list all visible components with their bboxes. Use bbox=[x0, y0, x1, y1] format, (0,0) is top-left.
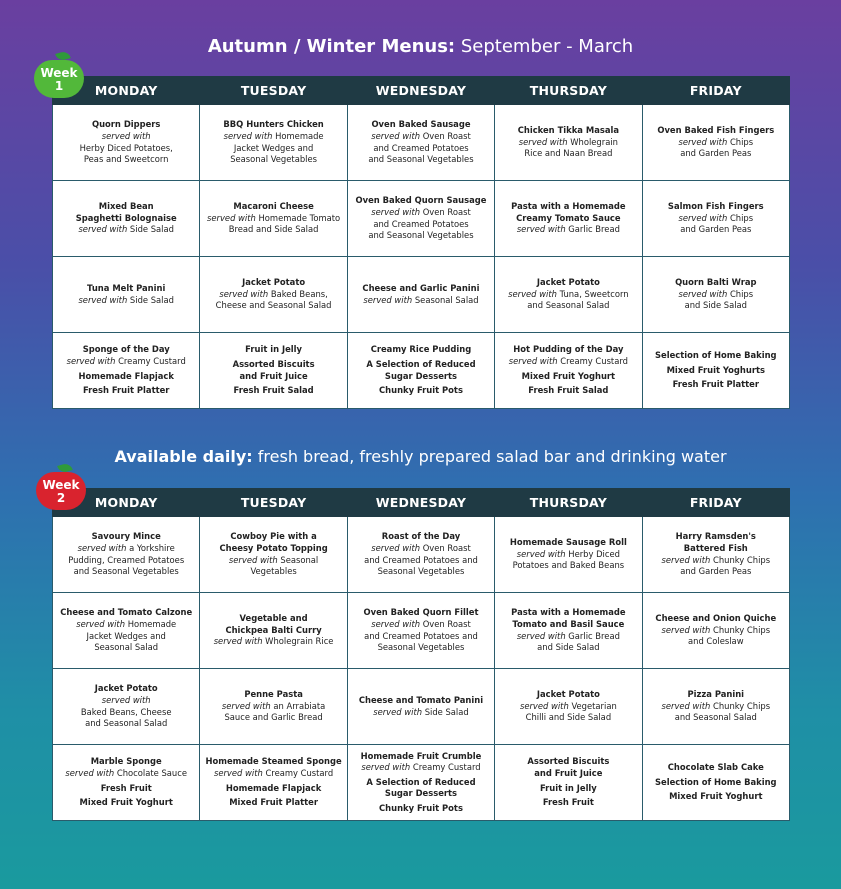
menu-line: Sugar Desserts bbox=[384, 788, 458, 799]
menu-line: BBQ Hunters Chicken bbox=[223, 119, 324, 130]
menu-line: Baked Beans, Cheese bbox=[80, 706, 172, 717]
menu-line: A Selection of Reduced bbox=[366, 358, 476, 369]
served-with-detail: Oven Roast bbox=[420, 542, 471, 553]
served-with-label: served with bbox=[519, 700, 569, 711]
menu-line: Oven Baked Fish Fingers bbox=[657, 125, 775, 136]
menu-line: Quorn Dippers bbox=[91, 119, 161, 130]
served-with-label: served with bbox=[518, 136, 568, 147]
menu-line: Chunky Fruit Pots bbox=[379, 385, 463, 396]
menu-cell-thursday bbox=[495, 745, 642, 821]
served-with-label: served with bbox=[508, 288, 557, 299]
served-with-label: served with bbox=[661, 554, 711, 565]
served-with-detail: Creamy Custard bbox=[557, 355, 628, 366]
menu-line bbox=[647, 555, 785, 567]
menu-cell-wednesday bbox=[347, 105, 494, 181]
menu-cell-thursday bbox=[495, 105, 642, 181]
day-header-monday: MONDAY bbox=[53, 489, 200, 517]
day-header-wednesday: WEDNESDAY bbox=[347, 77, 494, 105]
menu-cell-tuesday bbox=[200, 593, 347, 669]
menu-title bbox=[0, 36, 841, 57]
menu-line: served with bbox=[101, 694, 151, 705]
served-with-detail: Side Salad bbox=[422, 706, 469, 717]
menu-line: Chilli and Side Salad bbox=[525, 712, 612, 723]
menu-cell-tuesday bbox=[200, 517, 347, 593]
menu-line: Fresh Fruit bbox=[100, 782, 152, 793]
menu-line bbox=[204, 131, 342, 143]
menu-row bbox=[53, 333, 790, 409]
menu-line bbox=[499, 356, 637, 368]
menu-line bbox=[647, 289, 785, 301]
menu-line bbox=[352, 762, 490, 774]
served-with-label: served with bbox=[508, 355, 558, 366]
menu-line: and Garden Peas bbox=[680, 566, 752, 577]
served-with-label: served with bbox=[228, 554, 278, 565]
menu-line: and Creamed Potatoes and bbox=[364, 630, 478, 641]
served-with-detail: Side Salad bbox=[127, 294, 174, 305]
menu-line: Oven Baked Quorn Fillet bbox=[363, 607, 479, 618]
menu-line bbox=[499, 549, 637, 561]
menu-line: Sugar Desserts bbox=[384, 370, 458, 381]
menu-line: Cheese and Onion Quiche bbox=[655, 613, 777, 624]
day-header-friday: FRIDAY bbox=[642, 489, 789, 517]
menu-line: Oven Baked Quorn Sausage bbox=[355, 195, 487, 206]
served-with-detail: Garlic Bread bbox=[565, 224, 620, 235]
menu-line: Harry Ramsden's bbox=[675, 531, 756, 542]
menu-line: and Coleslaw bbox=[688, 636, 744, 647]
menu-cell-monday bbox=[53, 593, 200, 669]
served-with-detail: Chocolate Sauce bbox=[114, 767, 187, 778]
menu-line: Vegetable and bbox=[239, 613, 308, 624]
served-with-label: served with bbox=[371, 206, 421, 217]
menu-line bbox=[647, 625, 785, 637]
menu-line: and Fruit Juice bbox=[534, 767, 603, 778]
menu-line: and Seasonal Vegetables bbox=[368, 230, 474, 241]
week-1-badge-label bbox=[34, 67, 84, 93]
menu-line bbox=[204, 213, 342, 225]
served-with-label: served with bbox=[516, 224, 566, 235]
menu-line bbox=[57, 295, 195, 307]
menu-line: and Creamed Potatoes bbox=[373, 142, 469, 153]
menu-line: and Seasonal Salad bbox=[674, 712, 757, 723]
menu-line: Pasta with a Homemade bbox=[511, 201, 626, 212]
menu-line: Cheese and Tomato Calzone bbox=[60, 607, 193, 618]
menu-line bbox=[647, 137, 785, 149]
served-with-detail: Chips bbox=[727, 136, 754, 147]
menu-line: Jacket Potato bbox=[536, 689, 600, 700]
menu-row bbox=[53, 669, 790, 745]
menu-line: Mixed Fruit Yoghurts bbox=[666, 364, 765, 375]
menu-line: Potatoes and Baked Beans bbox=[512, 560, 625, 571]
menu-cell-monday bbox=[53, 257, 200, 333]
menu-line bbox=[352, 131, 490, 143]
badge-number: 2 bbox=[56, 491, 66, 505]
day-header-thursday: THURSDAY bbox=[495, 489, 642, 517]
week-2-apple-badge bbox=[36, 466, 86, 510]
menu-line: Homemade Flapjack bbox=[225, 782, 322, 793]
menu-cell-friday bbox=[642, 181, 789, 257]
served-with-detail: Creamy Custard bbox=[262, 767, 334, 778]
menu-line: Battered Fish bbox=[683, 542, 748, 553]
menu-cell-friday bbox=[642, 105, 789, 181]
menu-line: Sauce and Garlic Bread bbox=[224, 712, 323, 723]
menu-line: Herby Diced Potatoes, bbox=[79, 142, 173, 153]
served-with-detail: Chunky Chips bbox=[710, 700, 771, 711]
menu-cell-friday bbox=[642, 669, 789, 745]
menu-line: Fruit in Jelly bbox=[245, 344, 302, 355]
menu-cell-wednesday bbox=[347, 333, 494, 409]
menu-line bbox=[647, 701, 785, 713]
served-with-label: served with bbox=[361, 762, 411, 773]
menu-line: Mixed Fruit Yoghurt bbox=[669, 791, 763, 802]
menu-line bbox=[499, 631, 637, 643]
menu-line: Marble Sponge bbox=[90, 756, 162, 767]
menu-line: Jacket Wedges and bbox=[86, 630, 166, 641]
menu-line: Assorted Biscuits bbox=[527, 756, 610, 767]
menu-line: Creamy Rice Pudding bbox=[370, 344, 472, 355]
menu-line bbox=[499, 289, 637, 301]
day-header-friday: FRIDAY bbox=[642, 77, 789, 105]
served-with-detail: Seasonal Salad bbox=[412, 294, 479, 305]
served-with-label: served with bbox=[213, 767, 263, 778]
menu-cell-monday bbox=[53, 181, 200, 257]
menu-line: Mixed Fruit Yoghurt bbox=[79, 797, 173, 808]
menu-cell-monday bbox=[53, 105, 200, 181]
badge-number: 1 bbox=[54, 79, 64, 93]
served-with-detail: Chips bbox=[727, 212, 754, 223]
menu-line bbox=[204, 289, 342, 301]
menu-line: and Seasonal Vegetables bbox=[73, 566, 179, 577]
menu-line: Fruit in Jelly bbox=[539, 782, 597, 793]
menu-cell-thursday bbox=[495, 669, 642, 745]
available-daily bbox=[0, 447, 841, 466]
menu-line: Tomato and Basil Sauce bbox=[512, 618, 625, 629]
week-2-badge-label bbox=[36, 479, 86, 505]
menu-cell-tuesday bbox=[200, 333, 347, 409]
menu-line: and Creamed Potatoes and bbox=[364, 554, 478, 565]
served-with-label: served with bbox=[213, 636, 263, 647]
served-with-detail: Homemade bbox=[125, 618, 177, 629]
menu-line bbox=[204, 636, 342, 648]
badge-word: Week bbox=[40, 66, 78, 80]
served-with-detail: Chunky Chips bbox=[710, 624, 771, 635]
menu-line: served with bbox=[101, 130, 151, 141]
served-with-label: served with bbox=[661, 700, 711, 711]
menu-line: Selection of Home Baking bbox=[654, 350, 777, 361]
menu-cell-monday bbox=[53, 517, 200, 593]
menu-line: Homemade Flapjack bbox=[78, 370, 174, 381]
served-with-detail: Chunky Chips bbox=[710, 554, 771, 565]
menu-line: Fresh Fruit Salad bbox=[233, 385, 314, 396]
menu-row bbox=[53, 105, 790, 181]
available-daily-bold: Available daily: bbox=[114, 447, 253, 466]
menu-line bbox=[57, 356, 195, 368]
menu-line: A Selection of Reduced bbox=[366, 776, 476, 787]
menu-line: Chunky Fruit Pots bbox=[379, 802, 463, 813]
menu-line bbox=[204, 701, 342, 713]
menu-line bbox=[57, 768, 195, 780]
menu-line: and Seasonal Salad bbox=[85, 718, 168, 729]
served-with-label: served with bbox=[678, 136, 728, 147]
menu-line: Rice and Naan Bread bbox=[524, 148, 613, 159]
served-with-detail: Oven Roast bbox=[420, 206, 471, 217]
menu-line: Macaroni Cheese bbox=[233, 201, 314, 212]
menu-line: Cheese and Seasonal Salad bbox=[215, 300, 332, 311]
menu-line: Spaghetti Bolognaise bbox=[75, 212, 177, 223]
served-with-detail: an Arrabiata bbox=[270, 700, 326, 711]
menu-line: and Garden Peas bbox=[680, 148, 752, 159]
menu-cell-wednesday bbox=[347, 669, 494, 745]
menu-cell-tuesday bbox=[200, 105, 347, 181]
day-header-monday: MONDAY bbox=[53, 77, 200, 105]
menu-line: Bread and Side Salad bbox=[228, 224, 319, 235]
served-with-label: served with bbox=[78, 224, 128, 235]
menu-line: Homemade Sausage Roll bbox=[509, 537, 627, 548]
served-with-label: served with bbox=[65, 767, 115, 778]
menu-line bbox=[352, 707, 490, 719]
served-with-detail: Tuna, Sweetcorn bbox=[556, 288, 629, 299]
menu-line: Jacket Potato bbox=[536, 277, 600, 288]
menu-cell-wednesday bbox=[347, 517, 494, 593]
menu-line: Fresh Fruit bbox=[542, 797, 594, 808]
served-with-label: served with bbox=[371, 130, 421, 141]
menu-line: and Seasonal Salad bbox=[527, 300, 610, 311]
menu-line: Fresh Fruit Salad bbox=[528, 385, 609, 396]
menu-line: Chocolate Slab Cake bbox=[667, 762, 764, 773]
menu-line: Pasta with a Homemade bbox=[511, 607, 626, 618]
menu-cell-tuesday bbox=[200, 669, 347, 745]
menu-cell-friday bbox=[642, 745, 789, 821]
menu-line: Selection of Home Baking bbox=[654, 776, 777, 787]
menu-line: and Fruit Juice bbox=[239, 370, 308, 381]
menu-line: Seasonal Vegetables bbox=[377, 642, 465, 653]
menu-line: Jacket Potato bbox=[94, 683, 158, 694]
menu-cell-wednesday bbox=[347, 745, 494, 821]
menu-line: Homemade Steamed Sponge bbox=[205, 756, 342, 767]
day-header-wednesday: WEDNESDAY bbox=[347, 489, 494, 517]
menu-cell-tuesday bbox=[200, 745, 347, 821]
menu-line bbox=[499, 137, 637, 149]
menu-cell-thursday bbox=[495, 181, 642, 257]
menu-line: Mixed Fruit Platter bbox=[229, 797, 318, 808]
menu-cell-tuesday bbox=[200, 181, 347, 257]
menu-cell-monday bbox=[53, 669, 200, 745]
served-with-detail: Oven Roast bbox=[420, 130, 471, 141]
menu-line: Pudding, Creamed Potatoes bbox=[68, 554, 185, 565]
served-with-label: served with bbox=[77, 542, 127, 553]
day-header-thursday: THURSDAY bbox=[495, 77, 642, 105]
menu-line bbox=[204, 768, 342, 780]
badge-word: Week bbox=[42, 478, 80, 492]
menu-line: Oven Baked Sausage bbox=[371, 119, 471, 130]
served-with-label: served with bbox=[78, 294, 128, 305]
menu-cell-thursday bbox=[495, 257, 642, 333]
served-with-detail: a Yorkshire bbox=[126, 542, 175, 553]
served-with-label: served with bbox=[371, 542, 421, 553]
menu-line: Mixed Fruit Yoghurt bbox=[521, 370, 616, 381]
menu-line: Homemade Fruit Crumble bbox=[360, 750, 482, 761]
served-with-detail: Herby Diced bbox=[565, 548, 620, 559]
menu-cell-wednesday bbox=[347, 593, 494, 669]
day-header-tuesday: TUESDAY bbox=[200, 77, 347, 105]
served-with-label: served with bbox=[516, 630, 566, 641]
served-with-detail: Seasonal bbox=[277, 554, 319, 565]
menu-line: and Creamed Potatoes bbox=[373, 218, 469, 229]
menu-cell-wednesday bbox=[347, 257, 494, 333]
served-with-detail: Baked Beans, bbox=[268, 288, 328, 299]
served-with-label: served with bbox=[363, 294, 413, 305]
menu-cell-wednesday bbox=[347, 181, 494, 257]
day-header-row bbox=[53, 77, 790, 105]
menu-line: Assorted Biscuits bbox=[232, 358, 315, 369]
menu-row bbox=[53, 593, 790, 669]
menu-line bbox=[57, 619, 195, 631]
menu-line bbox=[352, 619, 490, 631]
menu-line: Seasonal Vegetables bbox=[377, 566, 465, 577]
served-with-detail: Garlic Bread bbox=[565, 630, 620, 641]
served-with-detail: Chips bbox=[727, 288, 754, 299]
menu-cell-monday bbox=[53, 333, 200, 409]
served-with-label: served with bbox=[661, 624, 711, 635]
week-2-menu-table bbox=[52, 488, 790, 821]
menu-cell-thursday bbox=[495, 333, 642, 409]
served-with-label: served with bbox=[373, 706, 423, 717]
menu-title-bold: Autumn / Winter Menus: bbox=[207, 36, 456, 57]
menu-line: Fresh Fruit Platter bbox=[672, 379, 759, 390]
menu-line: and Side Salad bbox=[684, 300, 747, 311]
menu-line: Vegetables bbox=[250, 566, 297, 577]
week-1-apple-badge bbox=[34, 54, 84, 98]
menu-line: Tuna Melt Panini bbox=[87, 282, 166, 293]
menu-cell-friday bbox=[642, 333, 789, 409]
menu-cell-friday bbox=[642, 517, 789, 593]
served-with-detail: Vegetarian bbox=[568, 700, 617, 711]
menu-line: Hot Pudding of the Day bbox=[513, 344, 624, 355]
week-1-menu-table bbox=[52, 76, 790, 409]
menu-line: Cheesy Potato Topping bbox=[219, 542, 328, 553]
menu-cell-tuesday bbox=[200, 257, 347, 333]
menu-line: Quorn Balti Wrap bbox=[675, 277, 757, 288]
menu-line bbox=[352, 543, 490, 555]
menu-cell-monday bbox=[53, 745, 200, 821]
available-daily-rest: fresh bread, freshly prepared salad bar and drinking water bbox=[257, 447, 727, 466]
menu-cell-friday bbox=[642, 257, 789, 333]
menu-line: Roast of the Day bbox=[381, 531, 461, 542]
menu-cell-thursday bbox=[495, 593, 642, 669]
menu-line bbox=[57, 543, 195, 555]
day-header-tuesday: TUESDAY bbox=[200, 489, 347, 517]
served-with-label: served with bbox=[516, 548, 566, 559]
served-with-detail: Oven Roast bbox=[420, 618, 471, 629]
served-with-detail: Side Salad bbox=[127, 224, 174, 235]
menu-cell-friday bbox=[642, 593, 789, 669]
served-with-detail: Homemade bbox=[272, 130, 324, 141]
served-with-label: served with bbox=[678, 212, 728, 223]
served-with-detail: Creamy Custard bbox=[410, 762, 481, 773]
served-with-label: served with bbox=[207, 212, 256, 223]
menu-row bbox=[53, 517, 790, 593]
served-with-label: served with bbox=[66, 355, 116, 366]
menu-line: and Side Salad bbox=[537, 642, 600, 653]
menu-line bbox=[57, 224, 195, 236]
menu-line: Creamy Tomato Sauce bbox=[516, 212, 621, 223]
menu-line bbox=[204, 555, 342, 567]
served-with-detail: Wholegrain bbox=[567, 136, 618, 147]
menu-row bbox=[53, 181, 790, 257]
served-with-label: served with bbox=[371, 618, 421, 629]
served-with-detail: Creamy Custard bbox=[115, 355, 186, 366]
menu-line: Jacket Wedges and bbox=[233, 142, 314, 153]
menu-cell-thursday bbox=[495, 517, 642, 593]
menu-line: Penne Pasta bbox=[244, 689, 303, 700]
menu-line: Chickpea Balti Curry bbox=[225, 624, 322, 635]
menu-line bbox=[499, 701, 637, 713]
menu-line: and Garden Peas bbox=[680, 224, 752, 235]
served-with-detail: Homemade Tomato bbox=[255, 212, 341, 223]
menu-line: Chicken Tikka Masala bbox=[517, 125, 619, 136]
menu-line: Pizza Panini bbox=[687, 689, 745, 700]
menu-line: Savoury Mince bbox=[91, 531, 161, 542]
menu-line: Peas and Sweetcorn bbox=[83, 154, 169, 165]
menu-line: Cheese and Garlic Panini bbox=[362, 282, 480, 293]
menu-row bbox=[53, 745, 790, 821]
menu-line bbox=[352, 295, 490, 307]
menu-line bbox=[352, 207, 490, 219]
menu-line: Salmon Fish Fingers bbox=[667, 201, 764, 212]
menu-line bbox=[647, 213, 785, 225]
served-with-label: served with bbox=[223, 130, 273, 141]
served-with-label: served with bbox=[76, 618, 126, 629]
menu-line: Cowboy Pie with a bbox=[230, 531, 317, 542]
served-with-label: served with bbox=[219, 288, 269, 299]
menu-line: Seasonal Salad bbox=[94, 642, 159, 653]
served-with-detail: Wholegrain Rice bbox=[262, 636, 334, 647]
menu-line: Fresh Fruit Platter bbox=[82, 385, 170, 396]
day-header-row bbox=[53, 489, 790, 517]
menu-line: Sponge of the Day bbox=[82, 344, 170, 355]
menu-line: and Seasonal Vegetables bbox=[368, 154, 474, 165]
menu-title-rest: September - March bbox=[460, 36, 634, 57]
menu-line: Mixed Bean bbox=[98, 201, 154, 212]
served-with-label: served with bbox=[678, 288, 728, 299]
menu-line: Jacket Potato bbox=[242, 277, 306, 288]
menu-line: Cheese and Tomato Panini bbox=[358, 694, 484, 705]
served-with-label: served with bbox=[221, 700, 271, 711]
menu-line: Seasonal Vegetables bbox=[230, 154, 317, 165]
menu-row bbox=[53, 257, 790, 333]
menu-line bbox=[499, 224, 637, 236]
